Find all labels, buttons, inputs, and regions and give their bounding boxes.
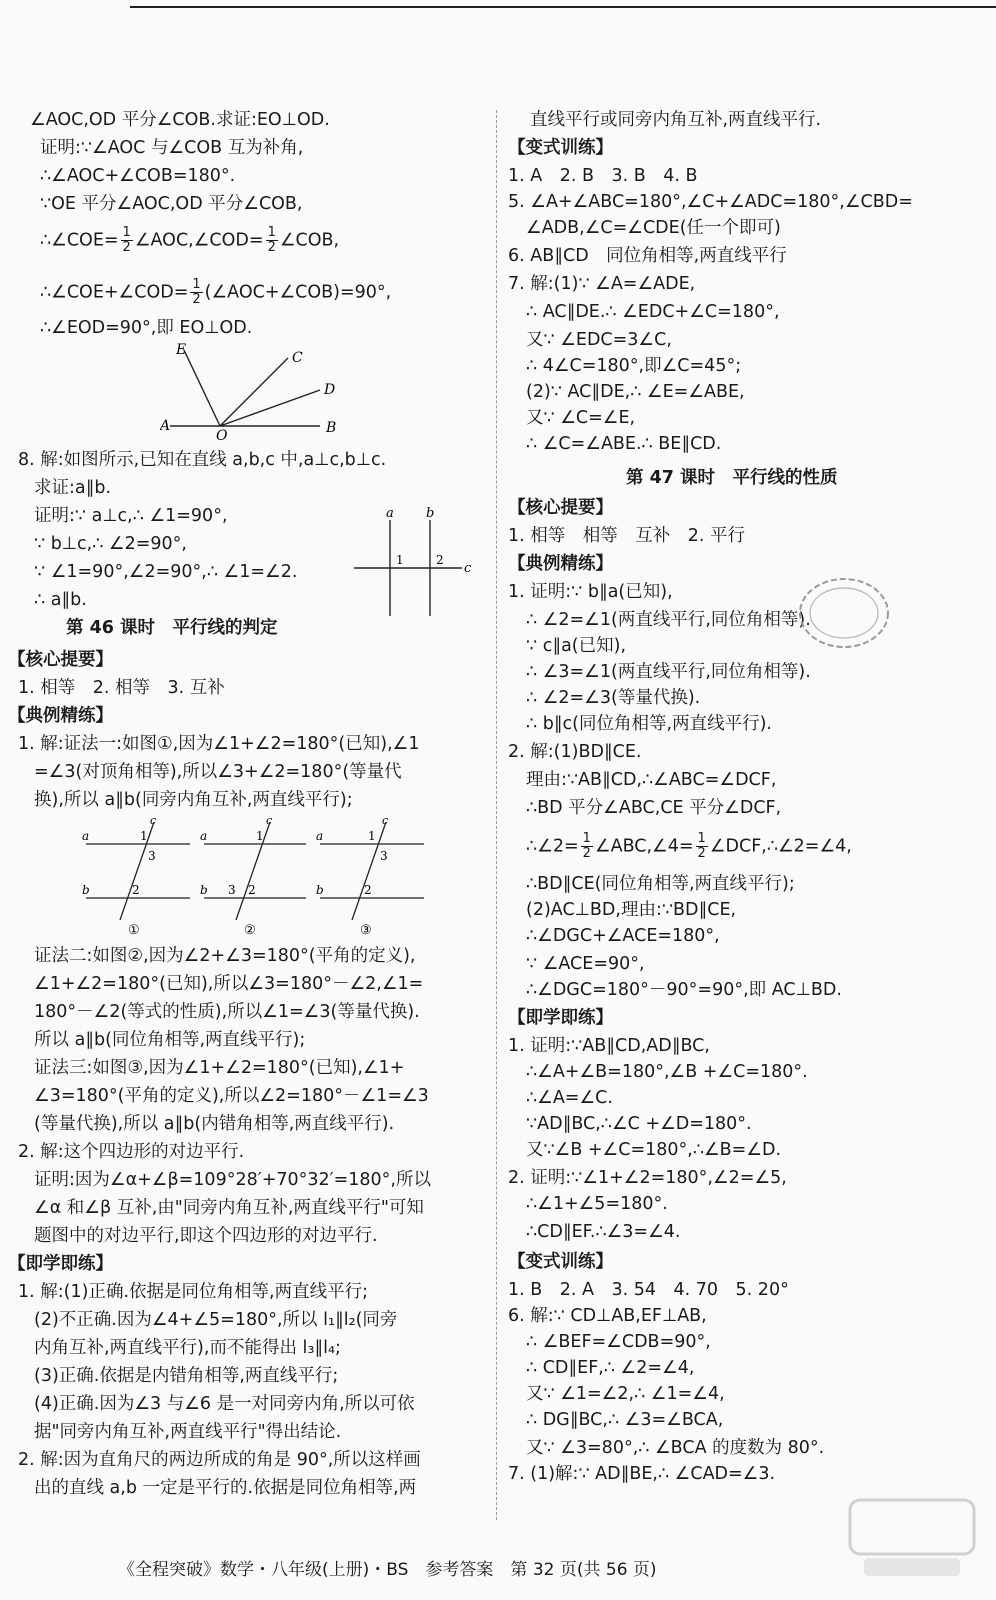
text-line: 180°－∠2(等式的性质),所以∠1=∠3(等量代换). (34, 1002, 420, 1022)
fraction-half: $\frac{1}{2}$ (267, 225, 276, 255)
angle-1: 1 (256, 829, 264, 843)
text-line: 理由:∵AB∥CD,∴∠ABC=∠DCF, (526, 770, 777, 790)
text-line: 又∵ ∠EDC=3∠C, (526, 330, 672, 350)
text-line: 证法三:如图③,因为∠1+∠2=180°(已知),∠1+ (34, 1058, 405, 1078)
text-line: ∴ CD∥EF,∴ ∠2=∠4, (526, 1358, 695, 1378)
top-rule (130, 6, 996, 8)
perpendicular-figure (348, 504, 478, 620)
label-o: O (216, 428, 228, 440)
label-c: C (292, 350, 303, 366)
text-line: 1. 相等 2. 相等 3. 互补 (18, 678, 225, 698)
angle-2: 2 (436, 553, 444, 567)
label-c: c (150, 814, 157, 827)
angle-2: 2 (132, 883, 140, 897)
label-a: a (386, 506, 394, 521)
text-line: 5. ∠A+∠ABC=180°,∠C+∠ADC=180°,∠CBD= (508, 192, 913, 212)
caption-1: ① (128, 923, 140, 938)
text-line: 6. 解:∵ CD⊥AB,EF⊥AB, (508, 1306, 707, 1326)
label-d: D (324, 382, 336, 398)
label-c: c (266, 814, 273, 827)
text-line: 换),所以 a∥b(同旁内角互补,两直线平行); (34, 790, 353, 810)
text-line: ∴∠EOD=90°,即 EO⊥OD. (40, 318, 253, 338)
three-proof-figures (80, 814, 480, 938)
footer-text: 《全程突破》数学・八年级(上册)・BS 参考答案 第 32 页(共 56 页) (118, 1560, 657, 1580)
text-line: 证法二:如图②,因为∠2+∠3=180°(平角的定义), (34, 946, 416, 966)
text-line: ∴ a∥b. (34, 590, 87, 610)
caption-3: ③ (360, 923, 372, 938)
text-line: ∴ AC∥DE.∴ ∠EDC+∠C=180°, (526, 302, 780, 322)
text-line: ∴ DG∥BC,∴ ∠3=∠BCA, (526, 1410, 724, 1430)
label-b: b (426, 506, 435, 521)
text-line: 8. 解:如图所示,已知在直线 a,b,c 中,a⊥c,b⊥c. (18, 450, 387, 470)
text-line: ∴ b∥c(同位角相等,两直线平行). (526, 714, 772, 734)
text-line: ∴BD∥CE(同位角相等,两直线平行); (526, 874, 795, 894)
section-variant: 【变式训练】 (508, 138, 613, 158)
section-variant: 【变式训练】 (508, 1252, 613, 1272)
equation-line: ∴∠COE+∠COD= $\frac{1}{2}$ (∠AOC+∠COB)=90°, (40, 277, 392, 307)
text-line: ∵AD∥BC,∴∠C +∠D=180°. (526, 1114, 752, 1134)
angle-2: 2 (248, 883, 256, 897)
text-line: 证明:∵ a⊥c,∴ ∠1=90°, (34, 506, 228, 526)
label-a: a (82, 829, 90, 843)
lesson-47-title: 第 47 课时 平行线的性质 (626, 468, 838, 488)
text-line: 2. 解:这个四边形的对边平行. (18, 1142, 245, 1162)
text-line: (4)正确.因为∠3 与∠6 是一对同旁内角,所以可依 (34, 1394, 415, 1414)
text-line: 据"同旁内角互补,两直线平行"得出结论. (34, 1422, 342, 1442)
text-line: 7. (1)解:∵ AD∥BE,∴ ∠CAD=∠3. (508, 1464, 776, 1484)
text-line: ∴CD∥EF.∴∠3=∠4. (526, 1222, 681, 1242)
angle-2: 2 (364, 883, 372, 897)
text-line: ∵ b⊥c,∴ ∠2=90°, (34, 534, 187, 554)
fraction-half: $\frac{1}{2}$ (192, 277, 201, 307)
text-line: 出的直线 a,b 一定是平行的.依据是同位角相等,两 (34, 1478, 417, 1498)
text-line: ∴ 4∠C=180°,即∠C=45°; (526, 356, 742, 376)
text-line: 直线平行或同旁内角互补,两直线平行. (530, 110, 822, 130)
section-core: 【核心提要】 (508, 498, 613, 518)
text-line: ∵ c∥a(已知), (526, 636, 627, 656)
text-line: 1. 解:(1)正确.依据是同位角相等,两直线平行; (18, 1282, 368, 1302)
text-line: 内角互补,两直线平行),而不能得出 l₃∥l₄; (34, 1338, 341, 1358)
text-line: ∠α 和∠β 互补,由"同旁内角互补,两直线平行"可知 (34, 1198, 424, 1218)
text-line: 7. 解:(1)∵ ∠A=∠ADE, (508, 274, 696, 294)
text-line: (2)不正确.因为∠4+∠5=180°,所以 l₁∥l₂(同旁 (34, 1310, 398, 1330)
text-line: ∠3=180°(平角的定义),所以∠2=180°－∠1=∠3 (34, 1086, 429, 1106)
section-core: 【核心提要】 (8, 650, 113, 670)
text-line: 1. A 2. B 3. B 4. B (508, 166, 698, 186)
text-line: ∴ ∠2=∠3(等量代换). (526, 688, 701, 708)
text-line: 所以 a∥b(同位角相等,两直线平行); (34, 1030, 306, 1050)
text-line: ∠ADB,∠C=∠CDE(任一个即可) (526, 218, 781, 238)
text-line: (2)∵ AC∥DE,∴ ∠E=∠ABE, (526, 382, 745, 402)
section-typical: 【典例精练】 (508, 554, 613, 574)
angle-1: 1 (396, 553, 404, 567)
angle-3: 3 (380, 849, 388, 863)
column-divider (496, 110, 497, 1520)
stamp-mark (796, 574, 892, 652)
label-b: B (326, 420, 337, 436)
text-line: 1. B 2. A 3. 54 4. 70 5. 20° (508, 1280, 789, 1300)
text-line: ∵OE 平分∠AOC,OD 平分∠COB, (40, 194, 303, 214)
text-line: 2. 解:因为直角尺的两边所成的角是 90°,所以这样画 (18, 1450, 421, 1470)
section-practice: 【即学即练】 (8, 1254, 113, 1274)
text-line: ∴ ∠3=∠1(两直线平行,同位角相等). (526, 662, 811, 682)
fraction-half: $\frac{1}{2}$ (122, 225, 131, 255)
text-line: 求证:a∥b. (34, 478, 112, 498)
text-line: (3)正确.依据是内错角相等,两直线平行; (34, 1366, 339, 1386)
text-line: ∴∠A+∠B=180°,∠B +∠C=180°. (526, 1062, 808, 1082)
text-line: 又∵ ∠1=∠2,∴ ∠1=∠4, (526, 1384, 725, 1404)
text-line: 6. AB∥CD 同位角相等,两直线平行 (508, 246, 787, 266)
text-line: (2)AC⊥BD,理由:∵BD∥CE, (526, 900, 737, 920)
caption-2: ② (244, 923, 256, 938)
text-line: ∵ ∠1=90°,∠2=90°,∴ ∠1=∠2. (34, 562, 298, 582)
text-line: ∴∠DGC+∠ACE=180°, (526, 926, 720, 946)
section-typical: 【典例精练】 (8, 706, 113, 726)
text-line: =∠3(对顶角相等),所以∠3+∠2=180°(等量代 (34, 762, 402, 782)
text-line: 1. 解:证法一:如图①,因为∠1+∠2=180°(已知),∠1 (18, 734, 420, 754)
angle-3: 3 (228, 883, 236, 897)
fraction-half: $\frac{1}{2}$ (697, 831, 706, 861)
equation-line: ∴∠2= $\frac{1}{2}$ ∠ABC,∠4= $\frac{1}{2}$ ∠DCF,∴∠2=∠4, (526, 831, 852, 861)
text-line: 1. 相等 相等 互补 2. 平行 (508, 526, 746, 546)
label-b: b (316, 883, 324, 897)
label-c: c (382, 814, 389, 827)
text-line: ∠AOC,OD 平分∠COB.求证:EO⊥OD. (30, 110, 330, 130)
text-line: 又∵ ∠3=80°,∴ ∠BCA 的度数为 80°. (526, 1438, 825, 1458)
label-e: E (176, 342, 187, 358)
fraction-half: $\frac{1}{2}$ (582, 831, 591, 861)
text-line: ∴ ∠2=∠1(两直线平行,同位角相等). (526, 610, 811, 630)
angle-figure (160, 340, 360, 440)
label-c: c (464, 561, 472, 576)
label-a: a (316, 829, 324, 843)
text-line: ∠1+∠2=180°(已知),所以∠3=180°－∠2,∠1= (34, 974, 424, 994)
text-line: (等量代换),所以 a∥b(内错角相等,两直线平行). (34, 1114, 395, 1134)
angle-3: 3 (148, 849, 156, 863)
text-line: ∴∠1+∠5=180°. (526, 1194, 668, 1214)
text-line: ∴BD 平分∠ABC,CE 平分∠DCF, (526, 798, 782, 818)
text-line: ∴∠DGC=180°－90°=90°,即 AC⊥BD. (526, 980, 842, 1000)
text-line: ∴∠A=∠C. (526, 1088, 613, 1108)
text-line: 1. 证明:∵ b∥a(已知), (508, 582, 673, 602)
page-footer (0, 1556, 996, 1586)
text-line: ∴ ∠C=∠ABE.∴ BE∥CD. (526, 434, 722, 454)
text-line: 题图中的对边平行,即这个四边形的对边平行. (34, 1226, 378, 1246)
text-line: 又∵ ∠C=∠E, (526, 408, 636, 428)
label-b: b (82, 883, 90, 897)
text-line: ∴ ∠BEF=∠CDB=90°, (526, 1332, 711, 1352)
text-line: 又∵∠B +∠C=180°,∴∠B=∠D. (526, 1140, 782, 1160)
text-line: ∵ ∠ACE=90°, (526, 954, 645, 974)
text-line: ∴∠AOC+∠COB=180°. (40, 166, 236, 186)
label-a: A (160, 418, 171, 434)
lesson-46-title: 第 46 课时 平行线的判定 (66, 618, 278, 638)
equation-line: ∴∠COE= $\frac{1}{2}$ ∠AOC,∠COD= $\frac{1}{2}$ ∠COB, (40, 225, 340, 255)
text-line: 证明:因为∠α+∠β=109°28′+70°32′=180°,所以 (34, 1170, 431, 1190)
text-line: 2. 解:(1)BD∥CE. (508, 742, 642, 762)
label-b: b (200, 883, 208, 897)
label-a: a (200, 829, 208, 843)
angle-1: 1 (140, 829, 148, 843)
text-line: 1. 证明:∵AB∥CD,AD∥BC, (508, 1036, 710, 1056)
text-line: 2. 证明:∵∠1+∠2=180°,∠2=∠5, (508, 1168, 787, 1188)
text-line: 证明:∵∠AOC 与∠COB 互为补角, (40, 138, 304, 158)
angle-1: 1 (368, 829, 376, 843)
section-practice: 【即学即练】 (508, 1008, 613, 1028)
